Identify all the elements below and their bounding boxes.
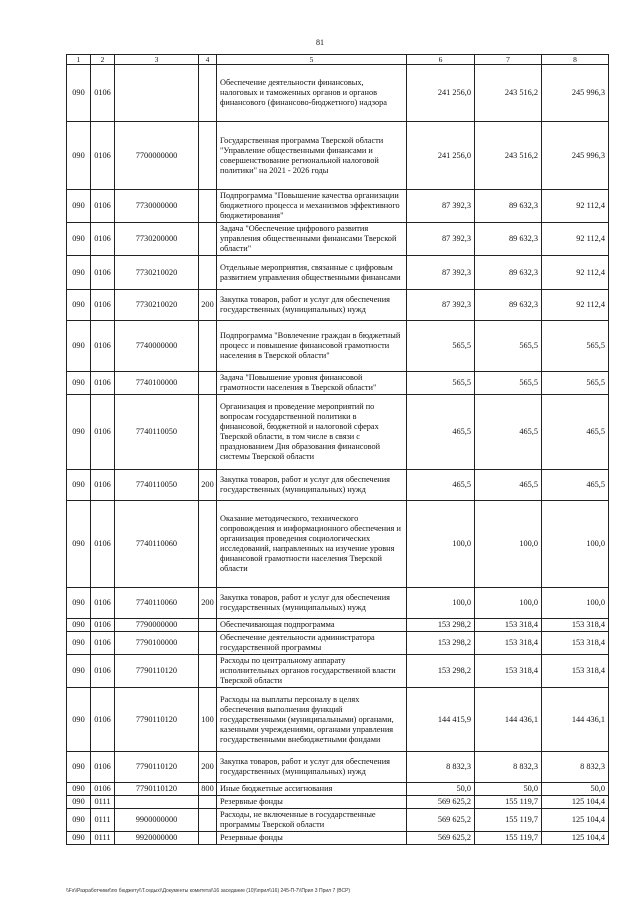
section-cell: 0106 <box>91 470 115 501</box>
footer-path: \\Fs\\Разработчики\\по бюджету\\Т.седых\\Документы комитета\\16 заседание (10)\\прил\\16) 245-П-7\\Прил 3 Прил 7 (ВСР) <box>66 888 351 894</box>
expense-type-cell <box>199 655 217 688</box>
grbs-cell: 090 <box>67 588 91 619</box>
description-cell: Подпрограмма "Повышение качества организации бюджетного процесса и механизмов эффективного бюджетирования" <box>217 190 407 223</box>
grbs-cell: 090 <box>67 796 91 809</box>
description-cell: Задача "Повышение уровня финансовой грамотности населения в Тверской области" <box>217 372 407 395</box>
amount-2024-cell: 87 392,3 <box>407 290 475 321</box>
table-row <box>67 65 609 122</box>
target-article-cell: 7740110060 <box>115 501 199 588</box>
grbs-cell: 090 <box>67 809 91 832</box>
amount-2026-cell: 465,5 <box>542 395 609 470</box>
expense-type-cell <box>199 65 217 122</box>
amount-2026-cell: 8 832,3 <box>542 752 609 783</box>
description-cell: Подпрограмма "Вовлечение граждан в бюджетный процесс и повышение финансовой грамотности населения в Тверской области" <box>217 321 407 372</box>
amount-2026-cell: 245 996,3 <box>542 122 609 190</box>
section-cell: 0106 <box>91 501 115 588</box>
table-row <box>67 688 609 752</box>
amount-2024-cell: 8 832,3 <box>407 752 475 783</box>
amount-2026-cell: 92 112,4 <box>542 256 609 290</box>
amount-2025-cell: 153 318,4 <box>475 619 542 632</box>
amount-2025-cell: 155 119,7 <box>475 796 542 809</box>
section-cell: 0106 <box>91 65 115 122</box>
table-row <box>67 223 609 256</box>
amount-2025-cell: 50,0 <box>475 783 542 796</box>
column-header: 5 <box>217 55 407 65</box>
amount-2025-cell: 100,0 <box>475 501 542 588</box>
section-cell: 0106 <box>91 223 115 256</box>
target-article-cell: 7730210020 <box>115 290 199 321</box>
section-cell: 0106 <box>91 619 115 632</box>
grbs-cell: 090 <box>67 65 91 122</box>
amount-2024-cell: 241 256,0 <box>407 122 475 190</box>
target-article-cell: 7740110050 <box>115 395 199 470</box>
expense-type-cell <box>199 256 217 290</box>
section-cell: 0106 <box>91 783 115 796</box>
target-article-cell: 7740100000 <box>115 372 199 395</box>
description-cell: Организация и проведение мероприятий по вопросам государственной политики в финансовой, бюджетной и налоговой сферах Тверской области, в том числе в связи с празднованием Дня образования финансовой системы Тверской области <box>217 395 407 470</box>
expense-type-cell <box>199 395 217 470</box>
amount-2025-cell: 144 436,1 <box>475 688 542 752</box>
amount-2024-cell: 569 625,2 <box>407 809 475 832</box>
grbs-cell: 090 <box>67 832 91 845</box>
column-header: 6 <box>407 55 475 65</box>
amount-2025-cell: 153 318,4 <box>475 632 542 655</box>
description-cell: Расходы по центральному аппарату исполнительных органов государственной власти Тверской области <box>217 655 407 688</box>
target-article-cell: 9900000000 <box>115 809 199 832</box>
section-cell: 0106 <box>91 588 115 619</box>
grbs-cell: 090 <box>67 321 91 372</box>
amount-2026-cell: 144 436,1 <box>542 688 609 752</box>
amount-2024-cell: 569 625,2 <box>407 832 475 845</box>
expense-type-cell <box>199 832 217 845</box>
amount-2024-cell: 153 298,2 <box>407 655 475 688</box>
section-cell: 0106 <box>91 372 115 395</box>
column-number-row <box>67 55 609 65</box>
section-cell: 0106 <box>91 321 115 372</box>
grbs-cell: 090 <box>67 688 91 752</box>
target-article-cell: 7700000000 <box>115 122 199 190</box>
amount-2025-cell: 100,0 <box>475 588 542 619</box>
grbs-cell: 090 <box>67 223 91 256</box>
table-row <box>67 122 609 190</box>
table-row <box>67 783 609 796</box>
grbs-cell: 090 <box>67 632 91 655</box>
description-cell: Обеспечивающая подпрограмма <box>217 619 407 632</box>
description-cell: Отдельные мероприятия, связанные с цифровым развитием управления общественными финансами <box>217 256 407 290</box>
amount-2025-cell: 153 318,4 <box>475 655 542 688</box>
grbs-cell: 090 <box>67 619 91 632</box>
description-cell: Закупка товаров, работ и услуг для обеспечения государственных (муниципальных) нужд <box>217 588 407 619</box>
section-cell: 0106 <box>91 632 115 655</box>
column-header: 2 <box>91 55 115 65</box>
budget-table <box>66 54 609 845</box>
expense-type-cell <box>199 122 217 190</box>
description-cell: Резервные фонды <box>217 832 407 845</box>
amount-2024-cell: 153 298,2 <box>407 632 475 655</box>
expense-type-cell <box>199 190 217 223</box>
expense-type-cell <box>199 809 217 832</box>
target-article-cell: 7790110120 <box>115 688 199 752</box>
page-number: 81 <box>316 38 324 47</box>
table-row <box>67 395 609 470</box>
description-cell: Обеспечение деятельности финансовых, налоговых и таможенных органов и органов финансового (финансово-бюджетного) надзора <box>217 65 407 122</box>
grbs-cell: 090 <box>67 783 91 796</box>
table-row <box>67 256 609 290</box>
target-article-cell: 7740110050 <box>115 470 199 501</box>
grbs-cell: 090 <box>67 470 91 501</box>
target-article-cell: 7740110060 <box>115 588 199 619</box>
amount-2024-cell: 87 392,3 <box>407 223 475 256</box>
amount-2024-cell: 565,5 <box>407 321 475 372</box>
table-row <box>67 372 609 395</box>
amount-2024-cell: 241 256,0 <box>407 65 475 122</box>
amount-2026-cell: 565,5 <box>542 372 609 395</box>
table-row <box>67 809 609 832</box>
amount-2025-cell: 465,5 <box>475 470 542 501</box>
amount-2026-cell: 100,0 <box>542 501 609 588</box>
description-cell: Закупка товаров, работ и услуг для обеспечения государственных (муниципальных) нужд <box>217 290 407 321</box>
expense-type-cell: 200 <box>199 752 217 783</box>
grbs-cell: 090 <box>67 122 91 190</box>
table-row <box>67 501 609 588</box>
amount-2024-cell: 569 625,2 <box>407 796 475 809</box>
table-row <box>67 655 609 688</box>
section-cell: 0106 <box>91 290 115 321</box>
section-cell: 0106 <box>91 752 115 783</box>
target-article-cell: 7790110120 <box>115 655 199 688</box>
column-header: 4 <box>199 55 217 65</box>
amount-2025-cell: 155 119,7 <box>475 832 542 845</box>
amount-2024-cell: 100,0 <box>407 588 475 619</box>
amount-2026-cell: 245 996,3 <box>542 65 609 122</box>
target-article-cell <box>115 65 199 122</box>
expense-type-cell: 200 <box>199 470 217 501</box>
amount-2026-cell: 50,0 <box>542 783 609 796</box>
section-cell: 0106 <box>91 655 115 688</box>
grbs-cell: 090 <box>67 372 91 395</box>
section-cell: 0111 <box>91 832 115 845</box>
grbs-cell: 090 <box>67 655 91 688</box>
grbs-cell: 090 <box>67 395 91 470</box>
amount-2024-cell: 565,5 <box>407 372 475 395</box>
amount-2025-cell: 243 516,2 <box>475 65 542 122</box>
description-cell: Оказание методического, технического сопровождения и информационного обеспечения и организация проведения социологических исследований, направленных на изучение уровня финансовой грамотности населения Тверской области <box>217 501 407 588</box>
target-article-cell: 7790110120 <box>115 783 199 796</box>
target-article-cell <box>115 796 199 809</box>
grbs-cell: 090 <box>67 256 91 290</box>
grbs-cell: 090 <box>67 290 91 321</box>
amount-2026-cell: 153 318,4 <box>542 655 609 688</box>
expense-type-cell: 800 <box>199 783 217 796</box>
table-row <box>67 190 609 223</box>
expense-type-cell <box>199 501 217 588</box>
grbs-cell: 090 <box>67 752 91 783</box>
section-cell: 0106 <box>91 256 115 290</box>
table-row <box>67 752 609 783</box>
amount-2026-cell: 92 112,4 <box>542 290 609 321</box>
amount-2025-cell: 89 632,3 <box>475 223 542 256</box>
amount-2026-cell: 153 318,4 <box>542 632 609 655</box>
expense-type-cell <box>199 796 217 809</box>
amount-2024-cell: 153 298,2 <box>407 619 475 632</box>
target-article-cell: 7790000000 <box>115 619 199 632</box>
amount-2024-cell: 465,5 <box>407 470 475 501</box>
target-article-cell: 7740000000 <box>115 321 199 372</box>
description-cell: Расходы на выплаты персоналу в целях обеспечения выполнения функций государственными (муниципальными) органами, казенными учреждениями, органами управления государственными внебюджетными фондами <box>217 688 407 752</box>
table-row <box>67 619 609 632</box>
amount-2024-cell: 100,0 <box>407 501 475 588</box>
description-cell: Государственная программа Тверской области "Управление общественными финансами и совершенствование региональной налоговой политики" на 2021 - 2026 годы <box>217 122 407 190</box>
table-row <box>67 796 609 809</box>
amount-2026-cell: 125 104,4 <box>542 796 609 809</box>
grbs-cell: 090 <box>67 190 91 223</box>
amount-2025-cell: 155 119,7 <box>475 809 542 832</box>
table-row <box>67 588 609 619</box>
table-row <box>67 470 609 501</box>
description-cell: Обеспечение деятельности администратора государственной программы <box>217 632 407 655</box>
table-row <box>67 321 609 372</box>
target-article-cell: 7730210020 <box>115 256 199 290</box>
section-cell: 0106 <box>91 395 115 470</box>
expense-type-cell <box>199 321 217 372</box>
amount-2026-cell: 92 112,4 <box>542 223 609 256</box>
section-cell: 0106 <box>91 122 115 190</box>
amount-2026-cell: 565,5 <box>542 321 609 372</box>
expense-type-cell: 100 <box>199 688 217 752</box>
table-row <box>67 632 609 655</box>
description-cell: Закупка товаров, работ и услуг для обеспечения государственных (муниципальных) нужд <box>217 752 407 783</box>
target-article-cell: 7730200000 <box>115 223 199 256</box>
amount-2026-cell: 92 112,4 <box>542 190 609 223</box>
section-cell: 0111 <box>91 796 115 809</box>
table-row <box>67 832 609 845</box>
amount-2025-cell: 89 632,3 <box>475 190 542 223</box>
amount-2025-cell: 565,5 <box>475 321 542 372</box>
amount-2024-cell: 144 415,9 <box>407 688 475 752</box>
amount-2024-cell: 465,5 <box>407 395 475 470</box>
description-cell: Расходы, не включенные в государственные программы Тверской области <box>217 809 407 832</box>
column-header: 8 <box>542 55 609 65</box>
amount-2026-cell: 125 104,4 <box>542 832 609 845</box>
section-cell: 0111 <box>91 809 115 832</box>
amount-2024-cell: 87 392,3 <box>407 256 475 290</box>
target-article-cell: 7790110120 <box>115 752 199 783</box>
amount-2025-cell: 89 632,3 <box>475 290 542 321</box>
amount-2025-cell: 243 516,2 <box>475 122 542 190</box>
amount-2024-cell: 50,0 <box>407 783 475 796</box>
expense-type-cell <box>199 223 217 256</box>
target-article-cell: 7730000000 <box>115 190 199 223</box>
amount-2026-cell: 153 318,4 <box>542 619 609 632</box>
target-article-cell: 7790100000 <box>115 632 199 655</box>
amount-2026-cell: 125 104,4 <box>542 809 609 832</box>
table-row <box>67 290 609 321</box>
column-header: 7 <box>475 55 542 65</box>
expense-type-cell <box>199 632 217 655</box>
description-cell: Иные бюджетные ассигнования <box>217 783 407 796</box>
amount-2024-cell: 87 392,3 <box>407 190 475 223</box>
expense-type-cell <box>199 619 217 632</box>
amount-2025-cell: 8 832,3 <box>475 752 542 783</box>
column-header: 1 <box>67 55 91 65</box>
column-header: 3 <box>115 55 199 65</box>
expense-type-cell: 200 <box>199 588 217 619</box>
expense-type-cell: 200 <box>199 290 217 321</box>
description-cell: Задача "Обеспечение цифрового развития управления общественными финансами Тверской области" <box>217 223 407 256</box>
section-cell: 0106 <box>91 688 115 752</box>
amount-2025-cell: 465,5 <box>475 395 542 470</box>
amount-2025-cell: 89 632,3 <box>475 256 542 290</box>
amount-2026-cell: 465,5 <box>542 470 609 501</box>
target-article-cell: 9920000000 <box>115 832 199 845</box>
grbs-cell: 090 <box>67 501 91 588</box>
amount-2025-cell: 565,5 <box>475 372 542 395</box>
description-cell: Закупка товаров, работ и услуг для обеспечения государственных (муниципальных) нужд <box>217 470 407 501</box>
expense-type-cell <box>199 372 217 395</box>
description-cell: Резервные фонды <box>217 796 407 809</box>
section-cell: 0106 <box>91 190 115 223</box>
amount-2026-cell: 100,0 <box>542 588 609 619</box>
